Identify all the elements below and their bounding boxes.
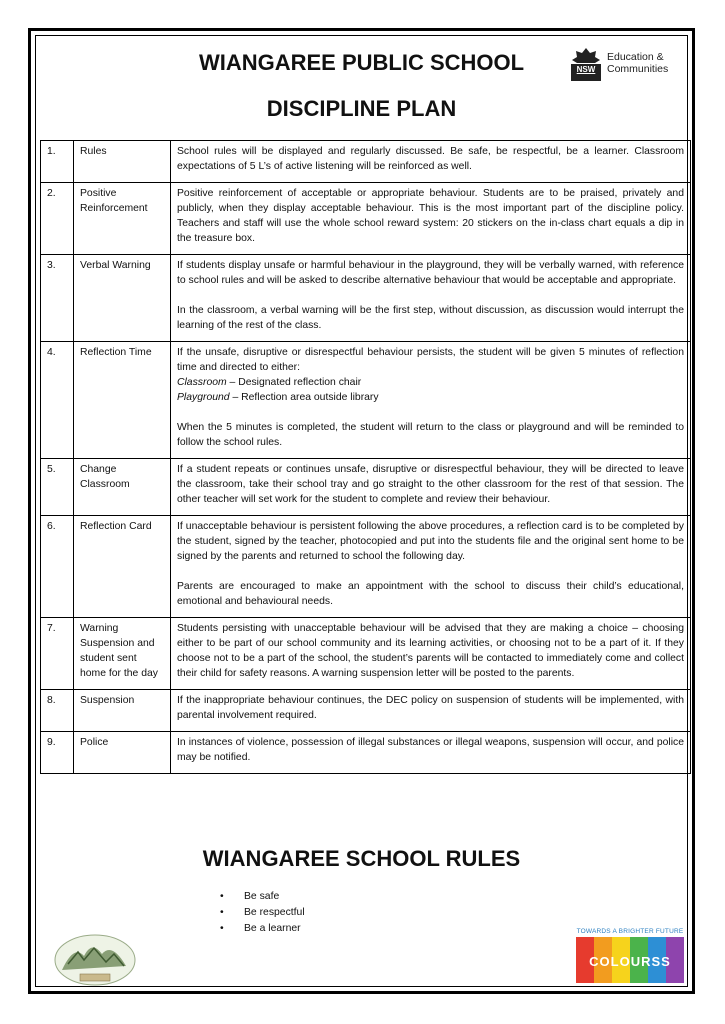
step-paragraph — [177, 345, 684, 405]
step-paragraph: In the classroom, a verbal warning will be the first step, without discussion, as discussion would interrupt the learning of the rest of the class. — [177, 305, 684, 331]
reflection-intro: If the unsafe, disruptive or disrespectful behaviour persists, the student will be given 5 minutes of reflection time and directed to either: — [177, 347, 684, 373]
table-row — [41, 183, 691, 255]
waratah-icon — [569, 46, 603, 82]
step-description — [171, 141, 691, 183]
step-number: 9. — [41, 732, 74, 774]
step-name: Change Classroom — [74, 459, 171, 516]
step-paragraph: If the inappropriate behaviour continues, the DEC policy on suspension of students will be implemented, with parental involvement required. — [177, 695, 684, 721]
option-classroom-text: – Designated reflection chair — [226, 377, 362, 388]
page-border-inner — [35, 35, 688, 987]
table-row — [41, 732, 691, 774]
step-name: Suspension — [74, 690, 171, 732]
step-paragraph: When the 5 minutes is completed, the student will return to the class or playground and will be reminded to follow the school rules. — [177, 422, 684, 448]
step-paragraph: If unacceptable behaviour is persistent following the above procedures, a reflection card is to be completed by the student, signed by the teacher, photocopied and put into the students file and the original sent home to be signed by the parents and returned to school the following day. — [177, 521, 684, 562]
nsw-mark: NSW — [576, 65, 596, 74]
step-paragraph: If students display unsafe or harmful behaviour in the playground, they will be verbally warned, with reference to school rules and will be asked to describe alternative behaviour that would be acceptable and appropriate. — [177, 260, 684, 286]
step-paragraph: Positive reinforcement of acceptable or appropriate behaviour. Students are to be praised, privately and publicly, when they display acceptable behaviour. This is the most important part of the discipline policy. Teachers and staff will use the whole school reward system: 20 stickers on the in-class chart equals a dip in the treasure box. — [177, 188, 684, 244]
logo-line-1: Education & — [607, 51, 664, 63]
step-description — [171, 690, 691, 732]
step-description — [171, 255, 691, 342]
step-name: Police — [74, 732, 171, 774]
step-number: 7. — [41, 618, 74, 690]
list-item: • Be safe — [216, 889, 305, 905]
step-number: 1. — [41, 141, 74, 183]
school-rules-list — [216, 889, 305, 937]
step-name: Rules — [74, 141, 171, 183]
step-description — [171, 618, 691, 690]
option-playground-text: – Reflection area outside library — [229, 392, 379, 403]
list-item: • Be respectful — [216, 905, 305, 921]
plan-title: DISCIPLINE PLAN — [266, 96, 457, 121]
step-paragraph: If a student repeats or continues unsafe, disruptive or disrespectful behaviour, they will be directed to leave the classroom, take their school tray and go straight to the other classroom for the rest of that session. The other teacher will set work for the student to complete and review their behaviour. — [177, 464, 684, 505]
table-row — [41, 618, 691, 690]
table-row — [41, 255, 691, 342]
school-rules-title: WIANGAREE SCHOOL RULES — [202, 846, 521, 871]
table-row — [41, 342, 691, 459]
step-number: 2. — [41, 183, 74, 255]
step-paragraph: Parents are encouraged to make an appointment with the school to discuss their child’s educational, emotional and behavioural needs. — [177, 581, 684, 607]
discipline-plan-table — [40, 140, 691, 774]
table-row — [41, 516, 691, 618]
logo-text — [607, 51, 668, 75]
nsw-education-logo — [569, 46, 684, 82]
colours-tagline: TOWARDS A BRIGHTER FUTURE — [576, 928, 684, 935]
step-number: 3. — [41, 255, 74, 342]
list-item: • Be a learner — [216, 921, 305, 937]
step-number: 4. — [41, 342, 74, 459]
option-classroom-label: Classroom — [177, 377, 227, 388]
step-paragraph: In instances of violence, possession of illegal substances or illegal weapons, suspension will occur, and police may be notified. — [177, 737, 684, 763]
table-row — [41, 141, 691, 183]
step-number: 6. — [41, 516, 74, 618]
step-name: Reflection Time — [74, 342, 171, 459]
step-description — [171, 732, 691, 774]
step-name: Warning Suspension and student sent home for the day — [74, 618, 171, 690]
option-playground-label: Playground — [177, 392, 230, 403]
school-title: WIANGAREE PUBLIC SCHOOL — [198, 50, 525, 75]
step-description — [171, 459, 691, 516]
colours-banner-icon — [574, 935, 686, 985]
colours-logo — [574, 928, 686, 988]
step-name: Positive Reinforcement — [74, 183, 171, 255]
table-row — [41, 690, 691, 732]
step-name: Reflection Card — [74, 516, 171, 618]
step-number: 8. — [41, 690, 74, 732]
step-number: 5. — [41, 459, 74, 516]
table-row — [41, 459, 691, 516]
step-paragraph: School rules will be displayed and regularly discussed. Be safe, be respectful, be a learner. Classroom expectations of 5 L’s of active listening will be reinforced as well. — [177, 146, 684, 172]
school-crest-icon — [54, 934, 136, 986]
step-description — [171, 516, 691, 618]
step-description — [171, 342, 691, 459]
colours-word: COLOURSS — [589, 954, 671, 969]
step-name: Verbal Warning — [74, 255, 171, 342]
page-border-outer — [28, 28, 695, 994]
step-description — [171, 183, 691, 255]
logo-line-2: Communities — [607, 63, 669, 75]
step-paragraph: Students persisting with unacceptable behaviour will be advised that they are making a choice – choosing either to be part of our school community and its learning activities, or choosing not to be a part of it. If they choose not to be a part of the school, the student’s parents will be contacted to immediately come and collect their child for safety reasons. A warning suspension letter will be posted to the parents. — [177, 623, 684, 679]
